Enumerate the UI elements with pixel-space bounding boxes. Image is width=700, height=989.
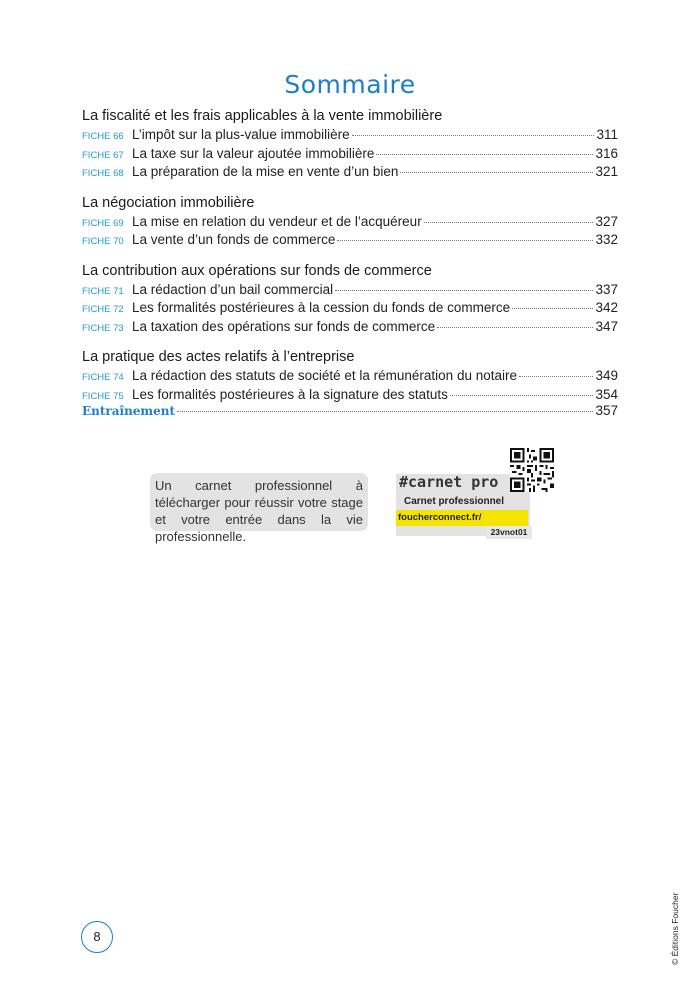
toc-entry[interactable] bbox=[82, 164, 618, 183]
toc-entry[interactable] bbox=[82, 300, 618, 319]
dot-leader bbox=[519, 376, 593, 377]
fiche-code: FICHE 66 bbox=[82, 131, 124, 142]
dot-leader bbox=[400, 172, 593, 173]
toc-entry[interactable] bbox=[82, 127, 618, 146]
entry-page: 332 bbox=[595, 232, 618, 247]
dot-leader bbox=[352, 135, 595, 136]
entry-label: Les formalités postérieures à la signature des statuts bbox=[132, 386, 448, 402]
carnet-access-code: 23vnot01 bbox=[486, 526, 532, 539]
entry-page: 337 bbox=[595, 281, 618, 297]
dot-leader bbox=[335, 290, 593, 291]
dot-leader bbox=[337, 240, 593, 241]
carnet-pro-panel[interactable] bbox=[396, 446, 556, 538]
entry-page: 342 bbox=[595, 300, 618, 315]
entry-label: La rédaction des statuts de société et la rémunération du notaire bbox=[132, 368, 517, 383]
fiche-code: FICHE 75 bbox=[82, 390, 124, 402]
section-heading: La fiscalité et les frais applicables à la vente immobilière bbox=[82, 108, 443, 124]
promo-box: Un carnet professionnel à télécharger pour réussir votre stage et votre entrée dans la vie professionnelle. bbox=[150, 473, 368, 531]
entry-label: La préparation de la mise en vente d’un bien bbox=[132, 164, 399, 179]
entry-page: 354 bbox=[595, 386, 618, 402]
table-of-contents bbox=[82, 108, 618, 435]
toc-entry[interactable] bbox=[82, 214, 618, 233]
entry-page: 316 bbox=[595, 145, 618, 161]
section-heading: La contribution aux opérations sur fonds de commerce bbox=[82, 262, 432, 279]
fiche-code: FICHE 68 bbox=[82, 168, 124, 179]
fiche-code: FICHE 73 bbox=[82, 322, 124, 334]
page-title: Sommaire bbox=[284, 70, 416, 99]
toc-entry[interactable] bbox=[82, 319, 618, 338]
fiche-code: FICHE 67 bbox=[82, 149, 124, 161]
toc-entry[interactable] bbox=[82, 146, 618, 165]
qr-code-icon[interactable] bbox=[510, 448, 554, 492]
entry-page: 327 bbox=[595, 213, 618, 229]
entry-label: L’impôt sur la plus-value immobilière bbox=[132, 127, 350, 142]
entry-label: La taxation des opérations sur fonds de commerce bbox=[132, 318, 436, 334]
entry-label: Les formalités postérieures à la cession du fonds de commerce bbox=[132, 300, 511, 315]
carnet-url-link[interactable]: foucherconnect.fr/ bbox=[396, 510, 528, 526]
fiche-code: FICHE 74 bbox=[82, 372, 124, 383]
carnet-title: #carnet pro bbox=[399, 473, 499, 491]
copyright-notice: © Éditions Foucher bbox=[670, 892, 680, 965]
toc-entry-training[interactable] bbox=[82, 403, 618, 423]
fiche-code: FICHE 71 bbox=[82, 285, 124, 297]
toc-entry[interactable] bbox=[82, 232, 618, 251]
entry-page: 311 bbox=[596, 127, 618, 142]
fiche-code: FICHE 70 bbox=[82, 236, 124, 247]
entry-page: 347 bbox=[595, 318, 618, 334]
dot-leader bbox=[450, 395, 594, 396]
page-number: 8 bbox=[81, 921, 113, 953]
dot-leader bbox=[424, 222, 594, 223]
dot-leader bbox=[437, 327, 593, 328]
carnet-subtitle: Carnet professionnel bbox=[404, 496, 505, 507]
section-heading: La négociation immobilière bbox=[82, 194, 255, 211]
training-page: 357 bbox=[595, 403, 618, 418]
toc-section bbox=[82, 349, 618, 423]
toc-entry[interactable] bbox=[82, 282, 618, 301]
entry-label: La mise en relation du vendeur et de l’acquéreur bbox=[132, 213, 422, 229]
toc-entry[interactable] bbox=[82, 368, 618, 387]
fiche-code: FICHE 69 bbox=[82, 217, 124, 229]
dot-leader bbox=[376, 154, 593, 155]
dot-leader bbox=[512, 308, 593, 309]
dot-leader bbox=[177, 411, 593, 412]
entry-page: 349 bbox=[595, 368, 618, 383]
toc-section bbox=[82, 108, 618, 183]
entry-label: La vente d’un fonds de commerce bbox=[132, 232, 336, 247]
entry-label: La rédaction d’un bail commercial bbox=[132, 281, 334, 297]
entry-label: La taxe sur la valeur ajoutée immobilière bbox=[132, 145, 375, 161]
toc-section bbox=[82, 195, 618, 251]
toc-section bbox=[82, 263, 618, 338]
entry-page: 321 bbox=[595, 164, 618, 179]
training-label: Entraînement bbox=[82, 404, 176, 418]
section-heading: La pratique des actes relatifs à l’entreprise bbox=[82, 349, 355, 365]
fiche-code: FICHE 72 bbox=[82, 304, 124, 315]
